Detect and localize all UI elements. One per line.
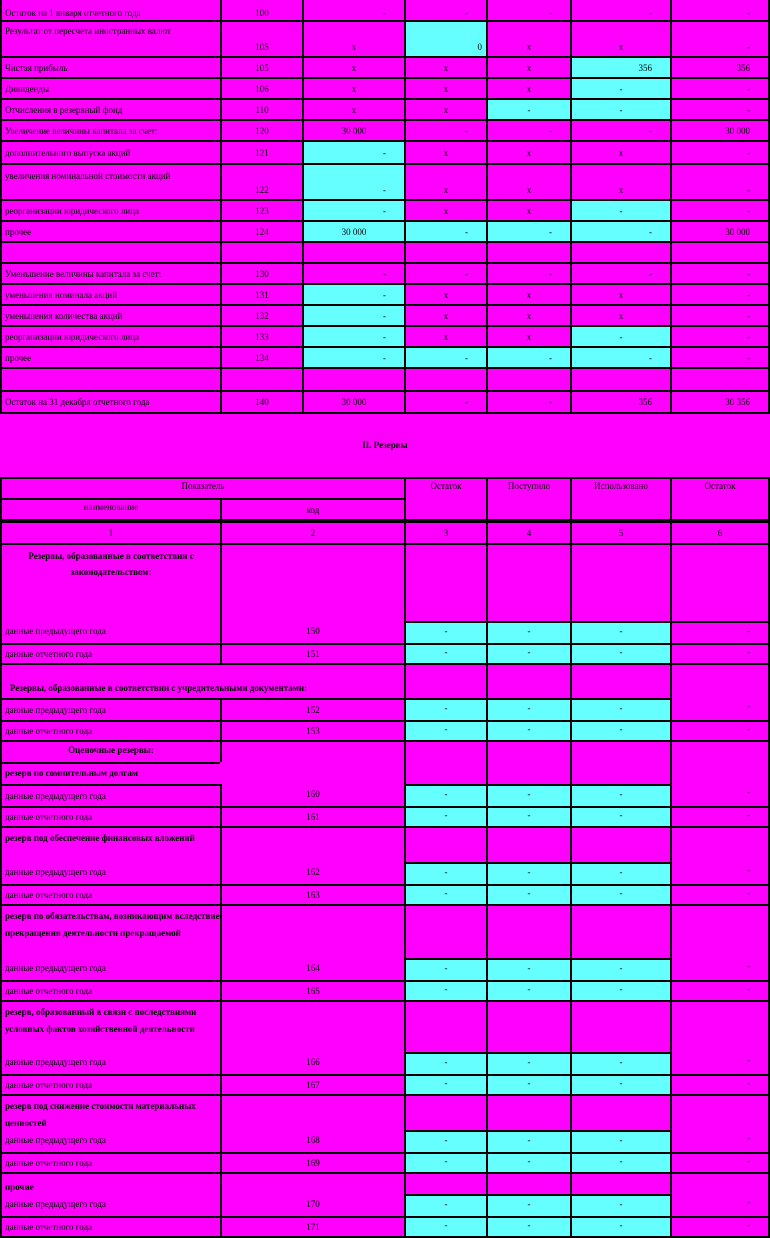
subgroup-title: резерв по обязательствам, возникающим вследствие прекращения деятельности прекращаемой	[0, 904, 222, 960]
cell: х	[404, 325, 488, 348]
spacer	[486, 904, 572, 960]
spacer	[570, 1172, 672, 1196]
cell: -	[670, 643, 770, 665]
cell: -	[670, 163, 770, 201]
cell: -	[404, 1194, 488, 1218]
cell: х	[570, 283, 672, 306]
code-header: код	[220, 498, 406, 521]
cell: -	[670, 77, 770, 100]
row-label: Увеличение величины капитала за счет:	[0, 119, 222, 142]
cell: -	[570, 884, 672, 906]
cell: -	[302, 0, 406, 22]
cell: х	[570, 20, 672, 58]
cell: -	[404, 1216, 488, 1238]
spacer	[404, 543, 488, 623]
group-title: Резервы, образованные в соответствии с учредительными документами:	[0, 663, 406, 700]
cell: -	[486, 643, 572, 665]
cell: -	[670, 884, 770, 906]
col5-header: Использовано	[570, 477, 672, 521]
row-code: 163	[220, 884, 406, 906]
row-label: данные отчетного года	[0, 980, 222, 1002]
cell: -	[670, 1216, 770, 1238]
row-label: дополнительного выпуска акций	[0, 140, 222, 165]
cell: 356	[670, 56, 770, 79]
cell: -	[404, 0, 488, 22]
indicator-header: Показатель	[0, 477, 406, 500]
row-label: данные отчетного года	[0, 643, 222, 665]
cell	[404, 241, 488, 264]
cell: -	[670, 720, 770, 742]
row-code: 132	[220, 304, 304, 327]
cell	[302, 241, 406, 264]
subgroup-title: резерв, образованный в связи с последствиями условных фактов хозяйственной деятельности	[0, 1000, 222, 1054]
cell: -	[570, 621, 672, 645]
row-label: данные отчетного года	[0, 720, 222, 742]
row-label: Чистая прибыль	[0, 56, 222, 79]
cell: -	[404, 1074, 488, 1096]
spacer	[404, 1172, 488, 1196]
subgroup-title: резерв под обеспечение финансовых вложений	[0, 826, 222, 864]
row-label: данные предыдущего года	[0, 621, 222, 645]
cell: -	[486, 0, 572, 22]
cell: -	[570, 77, 672, 100]
cell: -	[404, 1130, 488, 1154]
row-code: 105	[220, 20, 304, 58]
cell: х	[486, 56, 572, 79]
cell: -	[670, 304, 770, 327]
cell: -	[670, 1152, 770, 1174]
row-label	[0, 241, 222, 264]
row-label: реорганизации юридического лица	[0, 325, 222, 348]
cell	[404, 367, 488, 392]
cell: -	[670, 0, 770, 22]
cell	[570, 367, 672, 392]
spacer	[486, 1172, 572, 1196]
cell: -	[486, 862, 572, 886]
cell: 30 356	[670, 390, 770, 414]
row-code: 162	[220, 862, 406, 886]
cell: -	[404, 262, 488, 285]
section-title: II. Резервы	[362, 440, 408, 450]
row-label: Остаток на 31 декабря отчетного года	[0, 390, 222, 414]
cell: 356	[570, 56, 672, 79]
cell: -	[670, 784, 770, 808]
row-label: данные предыдущего года	[0, 784, 222, 808]
cell: -	[302, 140, 406, 165]
cell: -	[670, 1130, 770, 1154]
subgroup-title: резерв по сомнительным долгам	[0, 762, 222, 786]
cell: -	[486, 262, 572, 285]
row-label: Отчисления в резервный фонд	[0, 98, 222, 121]
cell: -	[404, 220, 488, 243]
spacer	[570, 543, 672, 623]
cell: х	[486, 77, 572, 100]
cell: -	[670, 140, 770, 165]
spacer	[486, 826, 572, 864]
cell	[570, 241, 672, 264]
row-code: 170	[220, 1194, 406, 1218]
cell: х	[486, 283, 572, 306]
cell: х	[486, 163, 572, 201]
row-code	[220, 367, 304, 392]
row-code: 123	[220, 199, 304, 222]
cell: -	[404, 884, 488, 906]
cell: -	[404, 1152, 488, 1174]
row-code: 130	[220, 262, 304, 285]
cell: -	[404, 720, 488, 742]
cell: -	[404, 1052, 488, 1076]
row-code: 168	[220, 1130, 406, 1154]
row-label: реорганизации юридического лица	[0, 199, 222, 222]
col-num: 3	[404, 521, 488, 545]
cell: -	[570, 1152, 672, 1174]
cell: х	[404, 140, 488, 165]
cell: х	[404, 304, 488, 327]
cell: -	[570, 980, 672, 1002]
cell: -	[570, 119, 672, 142]
spacer	[404, 1000, 488, 1054]
row-label: Уменьшение величины капитала за счет:	[0, 262, 222, 285]
cell: -	[670, 621, 770, 645]
spacer	[570, 1000, 672, 1054]
cell: -	[670, 283, 770, 306]
cell: х	[404, 199, 488, 222]
cell: 30 000	[302, 119, 406, 142]
row-code	[220, 241, 304, 264]
row-code: 169	[220, 1152, 406, 1174]
cell	[670, 241, 770, 264]
row-label: данные предыдущего года	[0, 1052, 222, 1076]
row-code: 161	[220, 806, 406, 828]
spacer	[570, 826, 672, 864]
cell: -	[570, 806, 672, 828]
spacer	[486, 1094, 572, 1132]
row-code: 124	[220, 220, 304, 243]
col-num: 2	[220, 521, 406, 545]
cell: -	[486, 1194, 572, 1218]
row-code: 160	[220, 784, 406, 808]
cell: х	[404, 98, 488, 121]
cell: х	[404, 283, 488, 306]
cell: -	[670, 199, 770, 222]
cell: х	[486, 20, 572, 58]
cell: -	[486, 698, 572, 722]
row-label: данные отчетного года	[0, 1216, 222, 1238]
cell: 30 000	[670, 119, 770, 142]
name-header: наименование	[0, 498, 222, 521]
cell: -	[670, 325, 770, 348]
cell: -	[570, 220, 672, 243]
cell: х	[404, 77, 488, 100]
cell: -	[486, 119, 572, 142]
row-label: прочее	[0, 220, 222, 243]
cell: -	[570, 720, 672, 742]
cell: -	[404, 643, 488, 665]
col-num: 4	[486, 521, 572, 545]
row-label: данные предыдущего года	[0, 862, 222, 886]
cell: х	[302, 56, 406, 79]
row-code: 140	[220, 390, 304, 414]
cell: -	[302, 325, 406, 348]
col-num: 6	[670, 521, 770, 545]
cell: х	[404, 163, 488, 201]
cell: х	[302, 98, 406, 121]
cell: -	[670, 698, 770, 722]
row-code: 165	[220, 980, 406, 1002]
group-title: Оценочные резервы:	[0, 740, 222, 764]
cell: -	[570, 643, 672, 665]
cell: -	[570, 1194, 672, 1218]
cell: -	[486, 980, 572, 1002]
cell	[302, 367, 406, 392]
cell: х	[486, 140, 572, 165]
row-code: 120	[220, 119, 304, 142]
row-code: 134	[220, 346, 304, 369]
cell: -	[570, 262, 672, 285]
cell: -	[670, 1052, 770, 1076]
row-label: данные предыдущего года	[0, 698, 222, 722]
spacer	[486, 663, 572, 700]
cell: -	[670, 346, 770, 369]
row-code: 105	[220, 56, 304, 79]
cell: -	[570, 199, 672, 222]
row-label: данные отчетного года	[0, 1152, 222, 1174]
row-code: 133	[220, 325, 304, 348]
cell: -	[404, 980, 488, 1002]
cell: х	[302, 20, 406, 58]
cell: -	[486, 220, 572, 243]
row-code: 152	[220, 698, 406, 722]
row-code: 100	[220, 0, 304, 22]
cell: -	[570, 98, 672, 121]
cell: х	[486, 304, 572, 327]
cell: -	[670, 20, 770, 58]
cell: -	[570, 1052, 672, 1076]
cell: -	[486, 1216, 572, 1238]
cell: -	[670, 98, 770, 121]
row-code: 110	[220, 98, 304, 121]
cell: -	[486, 784, 572, 808]
cell: -	[486, 1152, 572, 1174]
cell: -	[404, 862, 488, 886]
cell: -	[570, 698, 672, 722]
spacer	[404, 740, 488, 786]
row-label: данные отчетного года	[0, 1074, 222, 1096]
row-code: 106	[220, 77, 304, 100]
row-label: Дивиденды	[0, 77, 222, 100]
row-code: 153	[220, 720, 406, 742]
cell: -	[670, 862, 770, 886]
cell: х	[302, 77, 406, 100]
cell: 30 000	[670, 220, 770, 243]
cell: 0	[404, 20, 488, 58]
row-label: прочее	[0, 346, 222, 369]
cell: х	[486, 325, 572, 348]
cell: -	[486, 346, 572, 369]
cell: -	[570, 1074, 672, 1096]
cell: -	[670, 1074, 770, 1096]
cell: -	[404, 958, 488, 982]
spacer	[486, 543, 572, 623]
cell: -	[302, 199, 406, 222]
row-label: данные предыдущего года	[0, 1194, 222, 1218]
spacer	[570, 904, 672, 960]
group-title: Резервы, образованные в соответствии с законодательством:	[0, 543, 222, 645]
cell: -	[570, 958, 672, 982]
cell: -	[570, 346, 672, 369]
cell: -	[404, 119, 488, 142]
cell: -	[570, 325, 672, 348]
cell: -	[486, 1130, 572, 1154]
row-label: данные отчетного года	[0, 884, 222, 906]
cell: -	[302, 304, 406, 327]
cell: х	[570, 304, 672, 327]
cell: -	[570, 1216, 672, 1238]
row-code: 150	[220, 621, 406, 645]
cell: -	[486, 390, 572, 414]
cell: -	[486, 621, 572, 645]
col6-header: Остаток	[670, 477, 770, 521]
row-code: 121	[220, 140, 304, 165]
spacer	[404, 1094, 488, 1132]
cell: -	[670, 958, 770, 982]
row-code: 131	[220, 283, 304, 306]
cell: х	[404, 56, 488, 79]
cell: -	[486, 884, 572, 906]
cell: -	[404, 806, 488, 828]
row-label: Результат от пересчета иностранных валют	[0, 20, 222, 58]
row-label: данные предыдущего года	[0, 1130, 222, 1154]
cell: -	[486, 1074, 572, 1096]
spacer	[404, 904, 488, 960]
cell: х	[486, 199, 572, 222]
code-group-cell	[220, 762, 406, 786]
cell: 356	[570, 390, 672, 414]
spacer	[570, 1094, 672, 1132]
cell: -	[404, 698, 488, 722]
cell: -	[486, 720, 572, 742]
cell: -	[302, 283, 406, 306]
cell: -	[670, 980, 770, 1002]
spacer	[404, 663, 488, 700]
subgroup-title: прочие	[0, 1172, 222, 1196]
row-label	[0, 367, 222, 392]
cell: -	[486, 958, 572, 982]
cell: -	[404, 621, 488, 645]
col3-header: Остаток	[404, 477, 488, 521]
cell: -	[404, 390, 488, 414]
row-code: 167	[220, 1074, 406, 1096]
row-label: уменьшения количества акций	[0, 304, 222, 327]
cell: 30 000	[302, 390, 406, 414]
cell: -	[570, 784, 672, 808]
row-code: 122	[220, 163, 304, 201]
row-label: Остаток на 1 января отчетного года	[0, 0, 222, 22]
cell: -	[404, 346, 488, 369]
row-label: данные предыдущего года	[0, 958, 222, 982]
cell	[486, 367, 572, 392]
cell: -	[570, 1130, 672, 1154]
spacer	[404, 826, 488, 864]
row-label: уменьшения номинала акций	[0, 283, 222, 306]
row-label: увеличения номинальной стоимости акций	[0, 163, 222, 201]
cell: 30 000	[302, 220, 406, 243]
cell: х	[570, 163, 672, 201]
cell: -	[670, 262, 770, 285]
subgroup-title: резерв под снижение стоимости материальных ценностей	[0, 1094, 222, 1132]
spacer	[570, 663, 672, 700]
spacer	[486, 740, 572, 786]
row-code: 171	[220, 1216, 406, 1238]
cell: -	[486, 806, 572, 828]
row-code: 151	[220, 643, 406, 665]
cell: -	[486, 1052, 572, 1076]
spacer	[570, 740, 672, 786]
cell	[670, 367, 770, 392]
cell: -	[570, 862, 672, 886]
col-num: 1	[0, 521, 222, 545]
row-label: данные отчетного года	[0, 806, 222, 828]
cell: -	[302, 346, 406, 369]
cell: х	[570, 140, 672, 165]
cell: -	[670, 1194, 770, 1218]
col4-header: Поступило	[486, 477, 572, 521]
cell	[486, 241, 572, 264]
cell: -	[570, 0, 672, 22]
cell: -	[404, 784, 488, 808]
col-num: 5	[570, 521, 672, 545]
cell: -	[670, 806, 770, 828]
spacer	[486, 1000, 572, 1054]
row-code: 166	[220, 1052, 406, 1076]
cell: -	[486, 98, 572, 121]
cell: -	[302, 262, 406, 285]
row-code: 164	[220, 958, 406, 982]
cell: -	[302, 163, 406, 201]
